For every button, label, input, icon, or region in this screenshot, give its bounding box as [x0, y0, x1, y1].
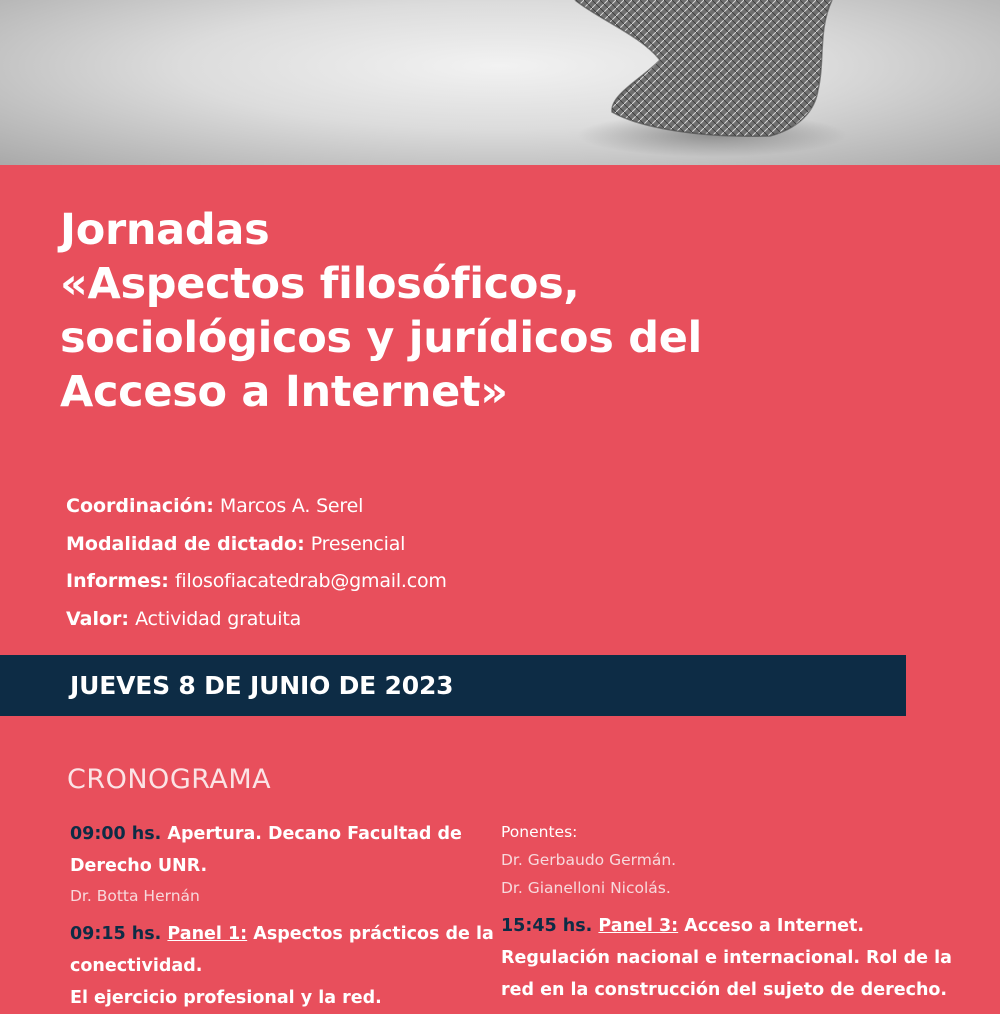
event-speaker: Dr. Botta Hernán: [70, 887, 200, 905]
hero-image: [0, 0, 1000, 165]
title-line-4: Acceso a Internet»: [60, 367, 508, 417]
info-value: Marcos A. Serel: [219, 495, 364, 517]
event-title: [60, 203, 960, 419]
info-modalidad: [66, 526, 866, 564]
info-value: Presencial: [310, 532, 406, 555]
ponentes-heading: Ponentes:: [501, 823, 578, 841]
event-time: 15:45 hs.: [501, 916, 593, 936]
event-title-text: Aspectos prácticos de la: [253, 924, 494, 944]
event-title-continuation: Derecho UNR.: [70, 856, 208, 876]
info-coordinacion: [66, 488, 866, 526]
cronograma-heading: CRONOGRAMA: [67, 764, 272, 795]
event-title-continuation: El ejercicio profesional y la red.: [70, 988, 382, 1008]
info-informes: [66, 563, 866, 601]
event-info: [66, 488, 866, 638]
schedule-right-column: [501, 818, 961, 1006]
event-date: JUEVES 8 DE JUNIO DE 2023: [70, 671, 454, 700]
title-line-3: sociológicos y jurídicos del: [60, 313, 702, 363]
info-label: Informes:: [66, 570, 169, 592]
info-valor: [66, 601, 866, 639]
contact-email[interactable]: filosofiacatedrab@gmail.com: [174, 570, 447, 592]
schedule-item-apertura: [70, 818, 490, 850]
event-title-continuation: conectividad.: [70, 956, 203, 976]
info-label: Valor:: [66, 607, 130, 630]
event-time: 09:15 hs.: [70, 924, 162, 944]
schedule-left-column: [70, 818, 494, 1014]
event-title-continuation: Regulación nacional e internacional. Rol de la: [501, 948, 952, 968]
wire-sculpture-illustration: [0, 0, 1000, 165]
schedule-item-panel-3: [501, 910, 961, 942]
panel-label: Panel 3:: [598, 916, 679, 936]
ponente-name: Dr. Gerbaudo Germán.: [501, 851, 677, 869]
title-line-2: «Aspectos filosóficos,: [60, 259, 580, 309]
event-time: 09:00 hs.: [70, 824, 162, 844]
ponente-name: Dr. Gianelloni Nicolás.: [501, 879, 671, 897]
panel-label: Panel 1:: [167, 924, 248, 944]
info-label: Coordinación:: [66, 495, 214, 517]
info-value: Actividad gratuita: [135, 607, 302, 630]
info-label: Modalidad de dictado:: [66, 532, 305, 555]
title-line-1: Jornadas: [60, 205, 270, 255]
event-title-text: Acceso a Internet.: [684, 916, 865, 936]
schedule-item-panel-1: [70, 918, 494, 950]
event-title-continuation: red en la construcción del sujeto de derecho.: [501, 980, 948, 1000]
event-title-text: Apertura. Decano Facultad de: [167, 824, 462, 844]
date-banner: [0, 655, 906, 716]
